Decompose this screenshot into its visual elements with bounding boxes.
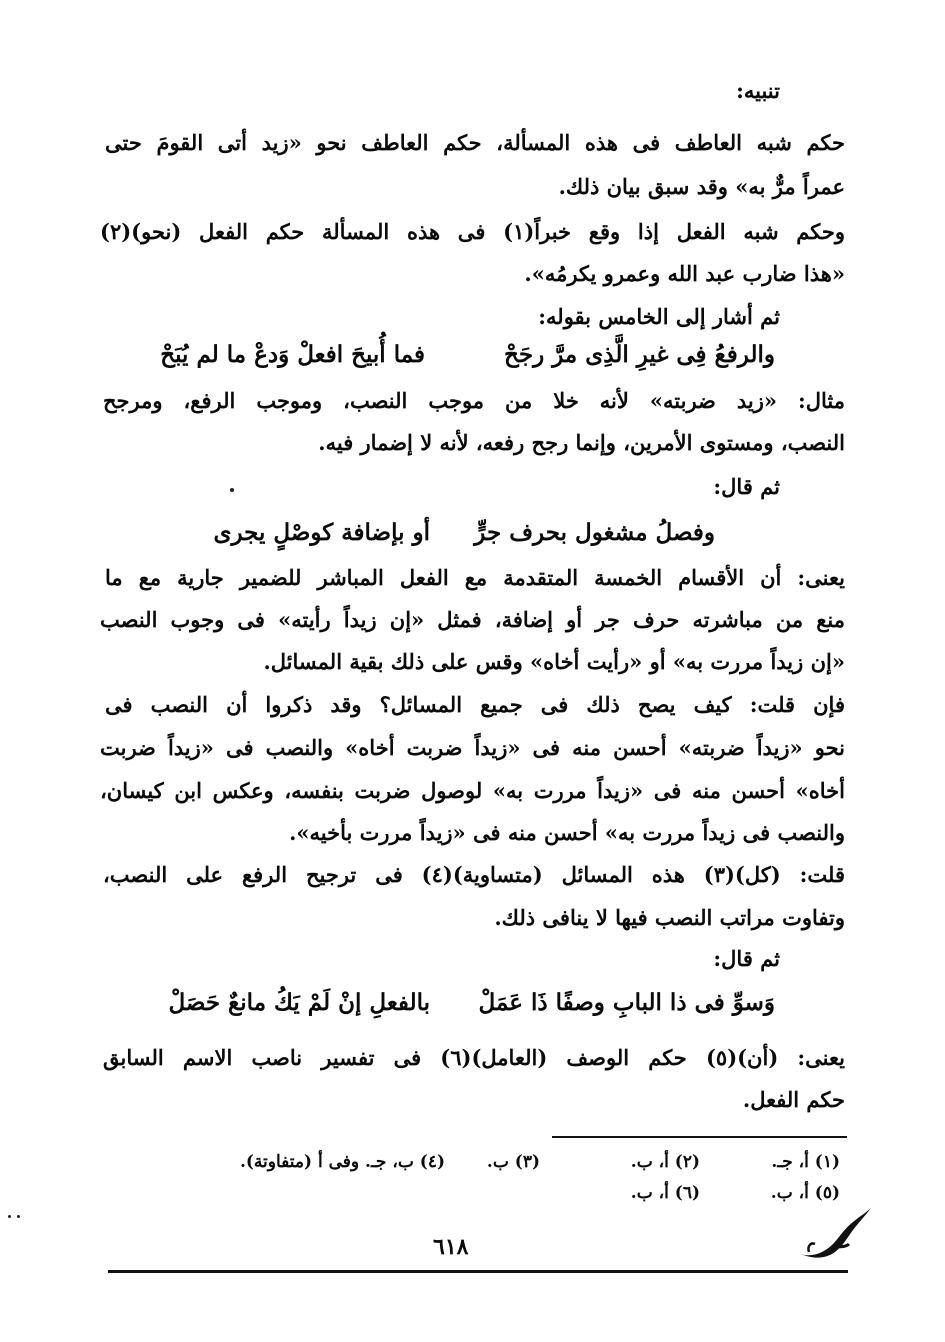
para1-line2: عمراً مرٌّ به» وقد سبق بيان ذلك. — [558, 174, 845, 199]
scan-speck — [230, 488, 234, 492]
para7-line1: يعنى: (أن)(٥) حكم الوصف (العامل)(٦) فى تفسير ناصب الاسم السابق — [103, 1045, 845, 1070]
heading-tanbih: تنبيه: — [736, 78, 780, 103]
then-said-2: ثم قال: — [713, 946, 780, 971]
then-said-1: ثم قال: — [713, 474, 780, 499]
para5-line3: أخاه» أحسن منه فى «زيداً مررت به» لوصول ضربت بنفسه، وعكس ابن كيسان، — [100, 778, 845, 803]
para5-line2: نحو «زيداً ضربته» أحسن منه فى «زيداً ضربت أخاه» والنصب فى «زيداً ضربت — [100, 735, 845, 760]
verse2-left-hemistich: أو بإضافة كوصْلٍ يجرى — [213, 519, 430, 546]
para5-line4: والنصب فى زيداً مررت به» أحسن منه فى «زيداً مررت بأخيه». — [289, 820, 845, 845]
para1-line1: حكم شبه العاطف فى هذه المسألة، حكم العاطف نحو «زيد أتى القومَ حتى — [105, 130, 845, 155]
para3-line2: النصب، ومستوى الأمرين، وإنما رجح رفعه، لأنه لا إضمار فيه. — [318, 430, 845, 455]
footnote-5: (٥) أ، ب. — [770, 1183, 840, 1203]
verse2-right-hemistich: وفصلُ مشغول بحرف جرٍّ — [474, 519, 715, 546]
footnote-separator — [552, 1136, 847, 1138]
footnote-2: (٢) أ، ب. — [630, 1152, 700, 1172]
scan-speck — [8, 1215, 11, 1218]
footnote-4: (٤) ب، جـ. وفى أ (متفاوتة). — [239, 1152, 445, 1172]
para6-line2: وتفاوت مراتب النصب فيها لا ينافى ذلك. — [494, 905, 845, 930]
publisher-logo-icon — [795, 1200, 875, 1262]
verse3-right-hemistich: وَسوِّ فى ذا البابِ وصفًا ذَا عَمَلْ — [478, 989, 775, 1016]
para7-line2: حكم الفعل. — [742, 1087, 845, 1112]
intro-fifth: ثم أشار إلى الخامس بقوله: — [538, 304, 780, 329]
para3-line1: مثال: «زيد ضربته» لأنه خلا من موجب النصب، وموجب الرفع، ومرجح — [103, 388, 845, 413]
para4-line1: يعنى: أن الأقسام الخمسة المتقدمة مع الفعل المباشر للضمير جارية مع ما — [105, 565, 845, 590]
para4-line3: «إن زيداً مررت به» أو «رأيت أخاه» وقس على ذلك بقية المسائل. — [263, 649, 845, 674]
para2-line2: «هذا ضارب عبد الله وعمرو يكرمُه». — [524, 261, 845, 286]
para6-line1: قلت: (كل)(٣) هذه المسائل (متساوية)(٤) فى ترجيح الرفع على النصب، — [103, 862, 845, 887]
page-number: ٦١٨ — [433, 1234, 469, 1260]
scan-speck — [17, 1215, 20, 1218]
footnote-1: (١) أ، جـ. — [771, 1152, 840, 1172]
verse1-left-hemistich: فما أُبيحَ افعلْ وَدعْ ما لم يُبَحْ — [160, 341, 425, 368]
para4-line2: منع من مباشرته حرف جر أو إضافة، فمثل «إن زيداً رأيته» فى وجوب النصب — [100, 607, 845, 632]
footnote-3: (٣) ب. — [486, 1152, 540, 1172]
para2-line1: وحكم شبه الفعل إذا وقع خبراً(١) فى هذه المسألة حكم الفعل (نحو)(٢) — [100, 219, 846, 244]
footnote-6: (٦) أ، ب. — [630, 1183, 700, 1203]
verse1-right-hemistich: والرفعُ فِى غيرِ الَّذِى مرَّ رجَحْ — [504, 341, 775, 368]
bottom-rule — [108, 1270, 848, 1273]
para5-line1: فإن قلت: كيف يصح ذلك فى جميع المسائل؟ وقد ذكروا أن النصب فى — [105, 692, 845, 717]
verse3-left-hemistich: بالفعلِ إنْ لَمْ يَكُ مانعٌ حَصَلْ — [168, 989, 430, 1016]
